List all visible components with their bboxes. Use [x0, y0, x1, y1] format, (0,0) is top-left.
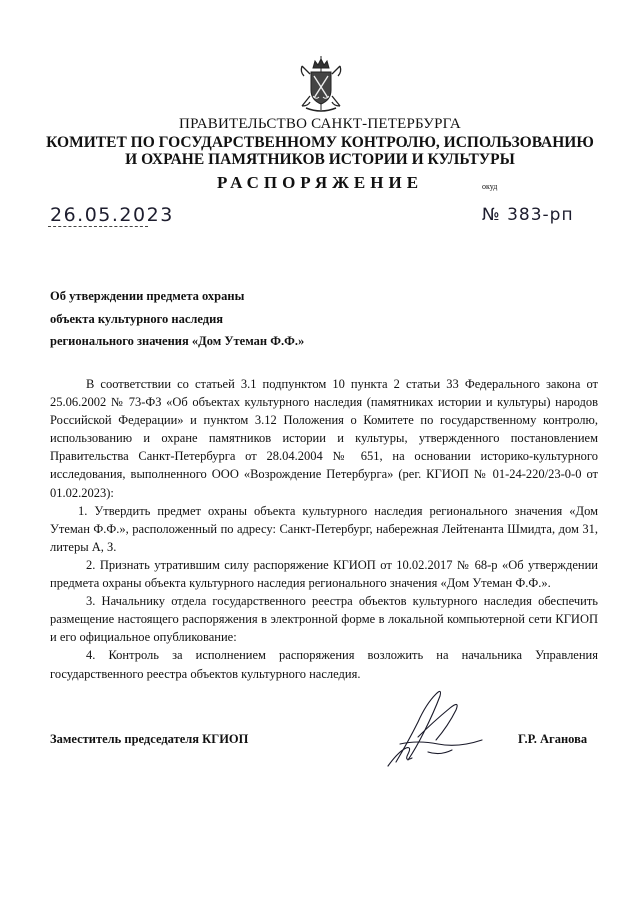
document-number: № 383-рп	[482, 205, 574, 225]
order-item-1: 1. Утвердить предмет охраны объекта культурного наследия регионального значения «Дом Утеман Ф.Ф.», расположенный по адресу: Санкт-Петербург, набережная Лейтенанта Шмидта, дом 31, литеры А, З.	[50, 503, 598, 554]
document-title-line1: Об утверждении предмета охраны	[50, 289, 245, 303]
document-title-line2: объекта культурного наследия	[50, 312, 224, 326]
order-item-4: 4. Контроль за исполнением распоряжения возложить на начальника Управления государственного реестра объектов культурного наследия.	[50, 648, 598, 681]
signatory-name: Г.Р. Аганова	[518, 732, 588, 746]
preamble-paragraph: В соответствии со статьей 3.1 подпунктом 10 пункта 2 статьи 33 Федерального закона от 25.06.2002 № 73-ФЗ «Об объектах культурного наследия (памятниках истории и культуры) народов Российской Федерации» и пунктом 3.12 Положения о Комитете по государственному контролю, использованию и охране памятников истории и культуры, утвержденного постановлением Правительства Санкт-Петербурга от 28.04.2004 № 651, на основании историко-культурного исследования, выполненного ООО «Возрождение Петербурга» (рег. КГИОП № 01-24-220/23-0-0 от 01.02.2023):	[50, 377, 598, 500]
committee-name-line1: КОМИТЕТ ПО ГОСУДАРСТВЕННОМУ КОНТРОЛЮ, ИСПОЛЬЗОВАНИЮ	[46, 134, 594, 151]
okud-label: окуд	[482, 182, 498, 191]
handwritten-signature	[378, 682, 488, 772]
signatory-position: Заместитель председателя КГИОП	[50, 732, 249, 746]
document-date: 26.05.2023	[50, 204, 174, 226]
date-underline	[48, 226, 148, 228]
order-item-3: 3. Начальнику отдела государственного реестра объектов культурного наследия обеспечить размещение настоящего распоряжения в электронной форме в локальной компьютерной сети КГИОП и его официальное опубликование:	[50, 594, 598, 645]
document-title-line3: регионального значения «Дом Утеман Ф.Ф.»	[50, 334, 305, 348]
document-type: РАСПОРЯЖЕНИЕ	[216, 173, 424, 192]
coat-of-arms-icon	[298, 56, 344, 114]
order-item-2: 2. Признать утратившим силу распоряжение КГИОП от 10.02.2017 № 68-р «Об утверждении предмета охраны объекта культурного наследия регионального значения «Дом Утеман Ф.Ф.».	[50, 557, 598, 591]
document-body	[50, 375, 598, 683]
government-name: ПРАВИТЕЛЬСТВО САНКТ-ПЕТЕРБУРГА	[179, 116, 461, 132]
committee-name-line2: И ОХРАНЕ ПАМЯТНИКОВ ИСТОРИИ И КУЛЬТУРЫ	[125, 151, 515, 168]
